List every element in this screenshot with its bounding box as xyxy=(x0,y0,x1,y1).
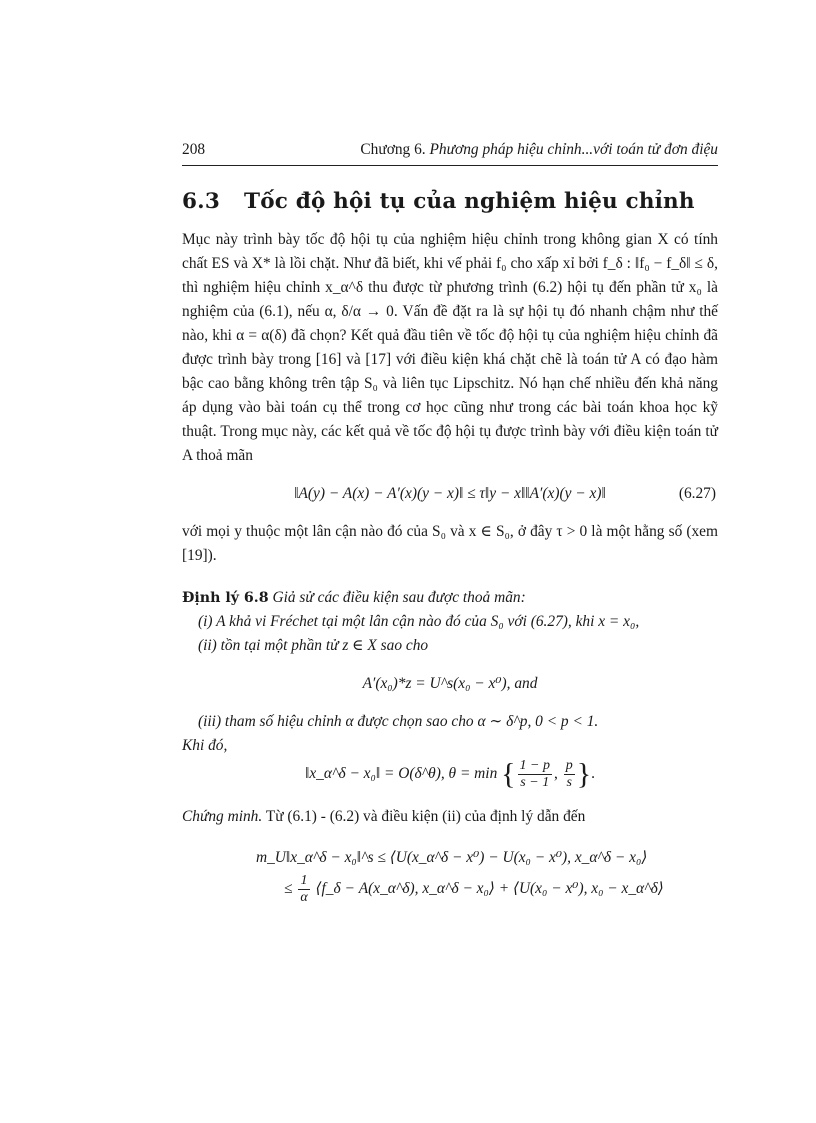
intro-paragraph: Mục này trình bày tốc độ hội tụ của nghiệm hiệu chỉnh trong không gian X có tính chất ES và X* là lồi chặt. Như đã biết, khi vế phải f₀ cho xấp xỉ bởi f_δ : ‖f₀ − f_δ‖ ≤ δ, thì nghiệm hiệu chỉnh x_α^δ thu được từ phương trình (6.2) hội tụ đến phần tử x₀ là nghiệm của (6.1), nếu α, δ/α → 0. Vấn đề đặt ra là sự hội tụ đó nhanh chậm như thế nào, khi α = α(δ) đã chọn? Kết quả đầu tiên về tốc độ hội tụ của nghiệm hiệu chỉnh đã được trình bày trong [16] và [17] với điều kiện khá chặt chẽ là toán tử A có đạo hàm bậc cao bằng không trên tập S₀ và liên tục Lipschitz. Nó hạn chế nhiều đến khả năng áp dụng vào bài toán cụ thể trong cơ học cũng như trong các bài toán khoa học kỹ thuật. Trong mục này, các kết quả về tốc độ hội tụ được trình bày với điều kiện toán tử A thoả mãn xyxy=(182,231,718,464)
proof-line-2 xyxy=(256,873,718,906)
chapter-title: Phương pháp hiệu chỉnh...với toán tử đơn điệu xyxy=(429,141,718,158)
fraction-1-numerator: 1 − p xyxy=(519,758,550,773)
condition-iii: (iii) tham số hiệu chỉnh α được chọn sao cho α ∼ δ^p, 0 < p < 1. xyxy=(198,713,599,730)
section-number: 6.3 xyxy=(182,189,221,214)
proof-line-2-prefix: ≤ xyxy=(284,880,293,898)
proof-line-1: m_U‖x_α^δ − x₀‖^s ≤ ⟨U(x_α^δ − x⁰) − U(x₀ − x⁰), x_α^δ − x₀⟩ xyxy=(256,849,648,866)
proof-fraction xyxy=(298,873,309,906)
source-condition: A′(x₀)*z = U^s(x₀ − x⁰), and xyxy=(362,675,538,692)
fraction-1 xyxy=(518,758,552,791)
then-label: Khi đó, xyxy=(182,737,228,754)
running-header xyxy=(182,138,718,166)
fraction-2 xyxy=(564,758,575,791)
page xyxy=(182,138,718,906)
proof-line-2-rest: ⟨f_δ − A(x_α^δ), x_α^δ − x₀⟩ + ⟨U(x₀ − x⁰), x₀ − x_α^δ⟩ xyxy=(315,880,664,898)
fraction-2-denominator: s xyxy=(566,775,572,790)
page-number: 208 xyxy=(182,141,206,158)
left-brace: { xyxy=(501,757,516,791)
fraction-2-numerator: p xyxy=(565,758,573,773)
proof-fraction-denominator: α xyxy=(300,890,308,905)
theorem-label: Định lý 6.8 xyxy=(182,590,269,606)
proof-paragraph xyxy=(182,805,718,829)
condition-i: (i) A khả vi Fréchet tại một lân cận nào đó của S₀ với (6.27), khi x = x₀, xyxy=(198,613,640,630)
theorem-6-8 xyxy=(182,586,718,791)
chapter-running-title xyxy=(360,138,718,162)
equation-6-27 xyxy=(182,482,718,506)
fraction-1-denominator: s − 1 xyxy=(520,775,550,790)
proof-text: Từ (6.1) - (6.2) và điều kiện (ii) của định lý dẫn đến xyxy=(265,808,586,825)
section-heading xyxy=(182,190,718,214)
convergence-rate-equation: ‖x_α^δ − x₀‖ = O(δ^θ), θ = min { $\frac{1 - p}{s - 1}$ , $\frac{p}{s}$ }. xyxy=(305,757,595,791)
proof-label: Chứng minh. xyxy=(182,808,263,825)
after-equation-paragraph: với mọi y thuộc một lân cận nào đó của S₀ và x ∈ S₀, ở đây τ > 0 là một hằng số (xem [19]). xyxy=(182,523,718,564)
equation-expression: ‖A(y) − A(x) − A′(x)(y − x)‖ ≤ τ‖y − x‖‖A′(x)(y − x)‖ xyxy=(294,485,606,502)
condition-ii: (ii) tồn tại một phần tử z ∈ X sao cho xyxy=(198,637,429,654)
rate-lhs: ‖x_α^δ − x₀‖ = O(δ^θ), θ = min xyxy=(305,765,498,783)
theorem-statement: Giả sử các điều kiện sau được thoả mãn: xyxy=(272,589,526,606)
proof-fraction-numerator: 1 xyxy=(298,873,309,890)
equation-tag: (6.27) xyxy=(678,485,716,502)
proof-aligned-equations xyxy=(182,843,718,906)
chapter-prefix: Chương 6. xyxy=(360,141,426,158)
section-title: Tốc độ hội tụ của nghiệm hiệu chỉnh xyxy=(244,189,695,214)
right-brace: } xyxy=(576,757,592,791)
source-condition-equation xyxy=(182,672,718,696)
